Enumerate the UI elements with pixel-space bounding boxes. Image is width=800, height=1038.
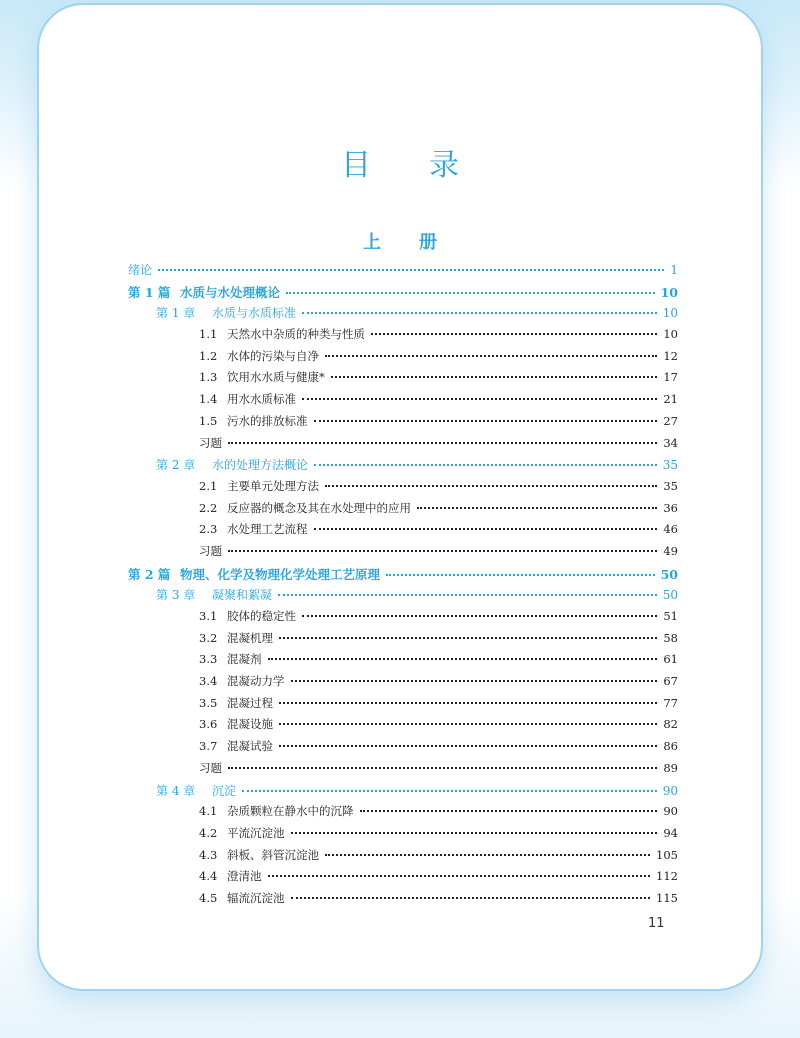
toc-entry-number: 2.1 (199, 478, 218, 493)
toc-entry-text: 水处理工艺流程 (227, 522, 308, 537)
toc-entry-text: 水质与水处理概论 (180, 284, 281, 300)
toc-entry-text: 水体的污染与自净 (227, 348, 319, 363)
dot-leader (302, 398, 657, 400)
toc-entry[interactable] (128, 825, 678, 847)
toc-entry-number: 2.2 (199, 500, 218, 515)
toc-entry-page: 10 (662, 306, 678, 321)
toc-entry-label (156, 304, 296, 321)
toc-entry-label (199, 868, 262, 884)
toc-entry-text: 用水水质标准 (227, 392, 296, 407)
page-title: 目录 (341, 148, 517, 183)
toc-entry-number: 第 4 章 (156, 783, 196, 798)
toc-entry-label (199, 435, 222, 451)
table-of-contents (128, 261, 678, 912)
toc-entry-page: 86 (663, 739, 678, 754)
toc-entry-number: 3.2 (199, 630, 218, 645)
dot-leader (279, 702, 657, 704)
toc-entry-text: 反应器的概念及其在水处理中的应用 (227, 500, 411, 515)
toc-entry[interactable] (128, 283, 678, 305)
toc-entry[interactable] (128, 695, 678, 717)
dot-leader (371, 333, 657, 335)
toc-entry-number: 1.3 (199, 370, 218, 385)
toc-entry[interactable] (128, 890, 678, 912)
dot-leader (291, 897, 651, 899)
toc-entry-label (199, 391, 296, 407)
toc-entry-label (199, 738, 273, 754)
toc-entry[interactable] (128, 716, 678, 738)
toc-entry-page: 58 (663, 630, 678, 645)
toc-entry[interactable] (128, 782, 678, 804)
toc-entry[interactable] (128, 803, 678, 825)
toc-entry-number: 4.2 (199, 825, 218, 840)
toc-entry[interactable] (128, 738, 678, 760)
toc-entry-number: 第 3 章 (156, 588, 196, 603)
toc-entry-label (199, 760, 222, 776)
toc-entry-page: 61 (663, 652, 678, 667)
toc-entry-page: 35 (663, 478, 678, 493)
dot-leader (279, 723, 657, 725)
toc-entry[interactable] (128, 521, 678, 543)
toc-entry[interactable] (128, 369, 678, 391)
toc-entry-number: 1.5 (199, 413, 218, 428)
toc-entry-page: 12 (663, 348, 678, 363)
toc-entry[interactable] (128, 673, 678, 695)
toc-entry-page: 90 (662, 783, 678, 798)
toc-entry-number: 第 1 篇 (128, 284, 171, 300)
dot-leader (279, 745, 657, 747)
toc-entry-text: 凝聚和絮凝 (212, 588, 273, 603)
toc-entry-page: 49 (663, 543, 678, 558)
toc-entry-label (199, 500, 411, 516)
toc-entry-label (156, 586, 272, 603)
toc-entry-number: 第 2 章 (156, 458, 196, 473)
toc-entry-number: 1.4 (199, 392, 218, 407)
toc-entry-page: 50 (662, 588, 678, 603)
toc-entry-label (199, 521, 308, 537)
toc-entry-page: 115 (656, 890, 678, 905)
toc-entry-label (199, 543, 222, 559)
volume-title: 上册 (363, 232, 475, 253)
toc-entry[interactable] (128, 608, 678, 630)
toc-entry-text: 习题 (199, 435, 222, 450)
toc-entry-text: 水质与水质标准 (212, 306, 297, 321)
toc-entry-page: 67 (663, 674, 678, 689)
toc-entry[interactable] (128, 586, 678, 608)
toc-entry-number: 3.6 (199, 717, 218, 732)
toc-entry-page: 1 (670, 263, 678, 277)
toc-entry[interactable] (128, 630, 678, 652)
toc-entry-label (199, 847, 319, 863)
toc-entry-label (199, 478, 319, 494)
toc-entry-page: 105 (656, 847, 678, 862)
toc-entry-page: 27 (663, 413, 678, 428)
dot-leader (228, 767, 657, 769)
dot-leader (325, 854, 650, 856)
toc-entry-page: 51 (663, 609, 678, 623)
toc-entry-label (199, 369, 325, 385)
toc-entry-label (199, 651, 262, 667)
toc-entry[interactable] (128, 435, 678, 457)
toc-entry-label (199, 630, 273, 646)
toc-entry-label (156, 782, 236, 799)
toc-entry-page: 34 (663, 435, 678, 450)
toc-entry-page: 10 (660, 284, 678, 300)
dot-leader (325, 355, 657, 357)
dot-leader (325, 485, 657, 487)
toc-entry-page: 82 (663, 717, 678, 732)
toc-entry-label (199, 673, 285, 689)
toc-entry-label (128, 261, 152, 278)
toc-entry-number: 4.5 (199, 890, 218, 905)
toc-entry-page: 10 (663, 327, 678, 342)
toc-entry-text: 饮用水水质与健康* (227, 370, 325, 385)
toc-entry-number: 1.1 (199, 327, 218, 342)
toc-entry-text: 天然水中杂质的种类与性质 (227, 327, 365, 342)
dot-leader (278, 594, 657, 596)
toc-entry-text: 习题 (199, 543, 222, 558)
dot-leader (302, 615, 657, 617)
toc-entry[interactable] (128, 565, 678, 587)
toc-entry-number: 1.2 (199, 348, 218, 363)
toc-entry-label (199, 803, 354, 819)
toc-entry[interactable] (128, 543, 678, 565)
toc-entry-text: 混凝过程 (227, 695, 273, 710)
dot-leader (360, 810, 658, 812)
toc-entry-label (199, 413, 308, 429)
toc-entry-page: 90 (663, 804, 678, 819)
toc-entry-text: 水的处理方法概论 (212, 458, 309, 473)
toc-entry[interactable] (128, 478, 678, 500)
toc-entry-text: 物理、化学及物理化学处理工艺原理 (180, 566, 381, 582)
toc-entry-label (128, 283, 280, 301)
toc-entry[interactable] (128, 413, 678, 435)
toc-entry[interactable] (128, 326, 678, 348)
dot-leader (314, 420, 658, 422)
toc-entry-number: 3.3 (199, 652, 218, 667)
toc-entry-label (199, 695, 273, 711)
dot-leader (242, 790, 657, 792)
toc-entry-number: 第 1 章 (156, 306, 196, 321)
dot-leader (291, 680, 658, 682)
dot-leader (302, 312, 657, 314)
toc-entry[interactable] (128, 456, 678, 478)
toc-entry-number: 3.5 (199, 695, 218, 710)
toc-entry-text: 混凝设施 (227, 717, 273, 732)
toc-entry-text: 澄清池 (227, 869, 262, 884)
page-number: 11 (648, 916, 665, 931)
toc-entry-label (199, 608, 296, 624)
toc-entry-page: 89 (663, 760, 678, 775)
toc-entry-text: 绪论 (128, 263, 153, 277)
toc-entry-number: 3.7 (199, 739, 218, 754)
dot-leader (268, 875, 651, 877)
toc-entry-text: 污水的排放标准 (227, 413, 308, 428)
dot-leader (268, 658, 658, 660)
toc-entry[interactable] (128, 847, 678, 869)
toc-entry-number: 2.3 (199, 522, 218, 537)
toc-entry-page: 35 (662, 458, 678, 473)
toc-entry-text: 辐流沉淀池 (227, 890, 285, 905)
toc-entry-number: 3.4 (199, 674, 218, 689)
toc-entry-page: 112 (656, 869, 678, 884)
toc-entry[interactable] (128, 391, 678, 413)
toc-entry-label (199, 825, 285, 841)
toc-entry-text: 胶体的稳定性 (227, 609, 296, 623)
toc-entry-text: 混凝机理 (227, 630, 273, 645)
toc-entry-number: 4.4 (199, 869, 218, 884)
toc-entry[interactable] (128, 651, 678, 673)
toc-entry-number: 4.1 (199, 804, 218, 819)
dot-leader (417, 507, 657, 509)
dot-leader (291, 832, 658, 834)
dot-leader (314, 464, 657, 466)
toc-entry-number: 3.1 (199, 609, 218, 623)
toc-entry-number: 4.3 (199, 847, 218, 862)
toc-entry[interactable] (128, 348, 678, 370)
dot-leader (331, 376, 658, 378)
dot-leader (314, 528, 658, 530)
dot-leader (386, 574, 655, 576)
toc-entry-text: 混凝剂 (227, 652, 262, 667)
dot-leader (228, 442, 657, 444)
toc-entry[interactable] (128, 868, 678, 890)
toc-entry-text: 主要单元处理方法 (227, 478, 319, 493)
toc-entry[interactable] (128, 500, 678, 522)
dot-leader (158, 269, 664, 271)
toc-entry-page: 94 (663, 825, 678, 840)
toc-entry-label (199, 890, 285, 906)
dot-leader (286, 292, 655, 294)
toc-entry-label (156, 456, 308, 473)
toc-entry-label (199, 348, 319, 364)
toc-entry-text: 杂质颗粒在静水中的沉降 (227, 804, 354, 819)
toc-entry-label (128, 565, 380, 583)
toc-entry-label (199, 716, 273, 732)
dot-leader (228, 550, 657, 552)
toc-entry-label (199, 326, 365, 342)
toc-entry[interactable] (128, 760, 678, 782)
toc-entry-page: 21 (663, 392, 678, 407)
toc-entry-text: 平流沉淀池 (227, 825, 285, 840)
toc-entry-text: 混凝动力学 (227, 674, 285, 689)
toc-entry-text: 沉淀 (212, 783, 237, 798)
toc-entry-page: 77 (663, 695, 678, 710)
dot-leader (279, 637, 657, 639)
toc-entry-page: 17 (663, 370, 678, 385)
toc-entry-number: 第 2 篇 (128, 566, 171, 582)
toc-entry-page: 46 (663, 522, 678, 537)
toc-entry-page: 50 (660, 566, 678, 582)
toc-entry-text: 混凝试验 (227, 739, 273, 754)
toc-entry[interactable] (128, 261, 678, 283)
toc-entry-page: 36 (663, 500, 678, 515)
toc-entry[interactable] (128, 304, 678, 326)
toc-entry-text: 斜板、斜管沉淀池 (227, 847, 319, 862)
toc-entry-text: 习题 (199, 760, 222, 775)
